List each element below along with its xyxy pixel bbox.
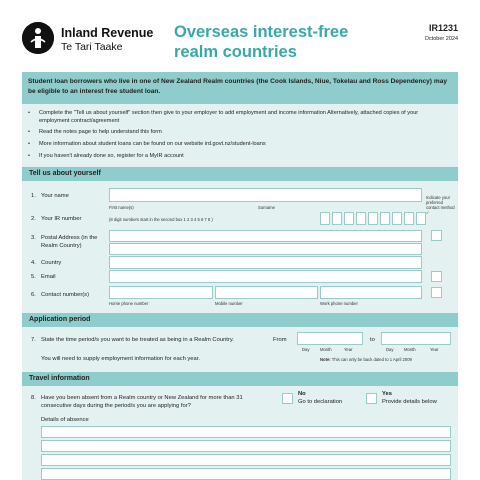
supply-employment-note: You will need to supply employment information for each year. — [41, 356, 200, 362]
home-phone-caption: Home phone number — [109, 301, 149, 306]
first-names-caption: First name(s) — [109, 205, 134, 210]
form-id: IR1231 — [428, 23, 458, 33]
work-phone-caption: Work phone number — [320, 301, 358, 306]
absence-no-label: No — [298, 391, 306, 397]
work-phone-input[interactable] — [320, 286, 422, 299]
surname-caption: Surname — [258, 205, 275, 210]
ir-digit-box[interactable] — [332, 212, 342, 225]
q4-number: 4. — [31, 260, 36, 266]
contact-method-email-checkbox[interactable] — [431, 271, 442, 282]
home-phone-input[interactable] — [109, 286, 213, 299]
country-input[interactable] — [109, 256, 422, 269]
email-input[interactable] — [109, 270, 422, 283]
q3-label: Postal Address (in the Realm Country) — [41, 235, 98, 249]
q2-number: 2. — [31, 216, 36, 222]
ir-digit-box[interactable] — [356, 212, 366, 225]
q6-label: Contact number(s) — [41, 292, 90, 298]
to-year-caption: Year — [430, 347, 439, 352]
mobile-caption: Mobile number — [215, 301, 243, 306]
to-month-caption: Month — [404, 347, 416, 352]
absence-yes-checkbox[interactable] — [366, 393, 377, 404]
q5-number: 5. — [31, 274, 36, 280]
note-bold: Note: — [320, 357, 331, 362]
q3-number: 3. — [31, 235, 36, 241]
absence-details-line[interactable] — [41, 454, 451, 466]
q4-label: Country — [41, 260, 62, 266]
q1-label: Your name — [41, 193, 69, 199]
intro-heading: Student loan borrowers who live in one of New Zealand Realm countries (the Cook Islands, Niue, Tokelau and Ross Dependency) may be eligible to an interest free student loan. — [28, 78, 448, 95]
absence-yes-label: Yes — [382, 391, 392, 397]
absence-details-line[interactable] — [41, 468, 451, 480]
section-title-travel: Travel information — [29, 375, 90, 382]
ir-digit-box[interactable] — [392, 212, 402, 225]
section-title-application: Application period — [29, 316, 91, 323]
ir-digit-box[interactable] — [368, 212, 378, 225]
from-day-caption: Day — [302, 347, 310, 352]
ir-number-hint: (8 digit numbers start in the second box 1 2 3 4 5 6 7 8 ) — [109, 217, 213, 222]
org-maori-name: Te Tari Taake — [61, 41, 123, 53]
from-label: From — [273, 337, 287, 343]
form-date: October 2024 — [424, 36, 458, 42]
intro-bullet: • If you haven't already done so, register for a MyIR account — [28, 153, 448, 161]
q8-label: Have you been absent from a Realm country or New Zealand for more than 31 consecutive days during the period/s you are applying for? — [41, 395, 243, 409]
ir-digit-box[interactable] — [380, 212, 390, 225]
absence-no-action: Go to declaration — [298, 399, 343, 405]
contact-method-postal-checkbox[interactable] — [431, 230, 442, 241]
ir-digit-box[interactable] — [320, 212, 330, 225]
q6-number: 6. — [31, 292, 36, 298]
ir-digit-box[interactable] — [416, 212, 426, 225]
section-title-about: Tell us about yourself — [29, 170, 101, 177]
to-label: to — [370, 337, 375, 343]
inland-revenue-logo-icon — [22, 22, 54, 54]
to-day-caption: Day — [386, 347, 394, 352]
q7-label: State the time period/s you want to be treated as being in a Realm Country. — [41, 337, 234, 343]
org-name: Inland Revenue — [61, 26, 154, 40]
q7-number: 7. — [31, 337, 36, 343]
from-month-caption: Month — [320, 347, 332, 352]
postal-address-input-line1[interactable] — [109, 230, 422, 242]
intro-bullet: • Complete the "Tell us about yourself" section then give to your employer to add employment and income information Alternatively, attached copies of your employment contract/agreement — [28, 110, 448, 125]
contact-method-hint: Indicate your preferred contact method ✓ — [426, 195, 455, 215]
title-line-2: realm countries — [174, 43, 297, 61]
details-of-absence-label: Details of absence — [41, 417, 89, 423]
q8-number: 8. — [31, 395, 36, 401]
q1-number: 1. — [31, 193, 36, 199]
contact-method-phone-checkbox[interactable] — [431, 287, 442, 298]
absence-details-line[interactable] — [41, 440, 451, 452]
absence-yes-action: Provide details below — [382, 399, 437, 405]
q5-label: Email — [41, 274, 56, 280]
backdate-note — [320, 357, 412, 362]
intro-bullet: • Read the notes page to help understand this form — [28, 129, 448, 137]
absence-details-line[interactable] — [41, 426, 451, 438]
page-title — [174, 22, 348, 62]
postal-address-input-line2[interactable] — [109, 243, 422, 255]
name-input[interactable] — [109, 188, 422, 202]
to-date-input[interactable] — [381, 332, 451, 345]
ir-digit-box[interactable] — [344, 212, 354, 225]
intro-bullet: • More information about student loans can be found on our website ird.govt.nz/student-loans — [28, 141, 448, 149]
q2-label: Your IR number — [41, 216, 82, 222]
ir-digit-box[interactable] — [404, 212, 414, 225]
title-line-1: Overseas interest-free — [174, 23, 349, 41]
from-date-input[interactable] — [297, 332, 363, 345]
note-text: This can only be back dated to 1 April 2009 — [331, 357, 412, 362]
mobile-phone-input[interactable] — [215, 286, 318, 299]
absence-no-checkbox[interactable] — [282, 393, 293, 404]
from-year-caption: Year — [344, 347, 353, 352]
